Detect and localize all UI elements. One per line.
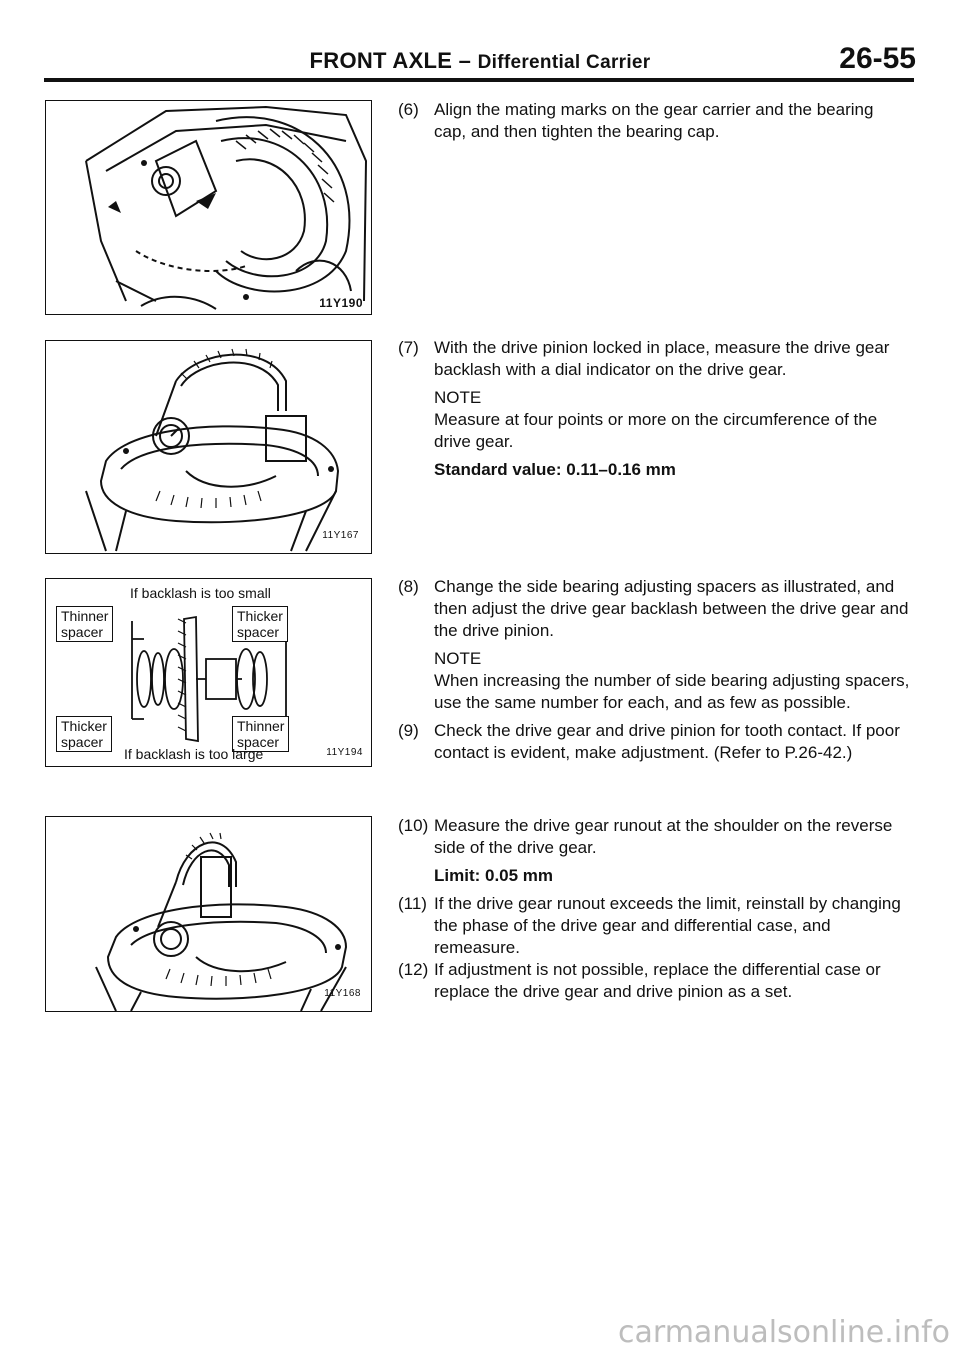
step-7: [398, 337, 910, 481]
step-text: Measure the drive gear runout at the shoulder on the reverse side of the drive gear.: [434, 816, 893, 857]
step-number: (9): [398, 721, 419, 740]
bearing-cap-illustration: [46, 101, 371, 314]
step-body: [434, 337, 910, 481]
step-number: (7): [398, 338, 419, 357]
note-text: Measure at four points or more on the circumference of the drive gear.: [434, 410, 878, 451]
section-title: FRONT AXLE: [309, 48, 453, 73]
step-body: [434, 815, 910, 887]
step-row: [398, 815, 910, 887]
step-text: Align the mating marks on the gear carrier and the bearing cap, and then tighten the bearing cap.: [434, 100, 874, 141]
page-number: 26-55: [839, 42, 916, 75]
runout-illustration: [46, 817, 371, 1011]
subsection-title: Differential Carrier: [477, 52, 651, 73]
label-line: spacer: [237, 734, 280, 750]
watermark: carmanualsonline.info: [618, 1315, 950, 1350]
title-dash: –: [458, 48, 472, 73]
caption-too-small: If backlash is too small: [130, 585, 271, 601]
figure-bearing-cap: [45, 100, 372, 315]
step-11: [398, 893, 910, 959]
step-9: [398, 720, 910, 764]
figure-code: 11Y190: [319, 296, 363, 310]
note-label: NOTE: [434, 649, 482, 668]
label-thicker-spacer-top: [232, 606, 288, 642]
label-line: Thicker: [237, 608, 283, 624]
step-8: [398, 576, 910, 764]
step-row: [398, 576, 910, 714]
label-line: Thicker: [61, 718, 107, 734]
figure-code: 11Y194: [326, 747, 363, 758]
step-number: (11): [398, 894, 427, 913]
figure-code: 11Y167: [322, 530, 359, 541]
dial-indicator-illustration: [46, 341, 371, 553]
label-thinner-spacer-top: [56, 606, 113, 642]
caption-too-large: If backlash is too large: [124, 746, 264, 762]
label-line: spacer: [237, 624, 280, 640]
step-text: With the drive pinion locked in place, measure the drive gear backlash with a dial indicator on the drive gear.: [434, 338, 890, 379]
step-text: Change the side bearing adjusting spacers as illustrated, and then adjust the drive gear backlash between the drive gear and the drive pinion.: [434, 577, 909, 640]
step-body: [434, 576, 910, 714]
label-line: Thinner: [237, 718, 285, 734]
standard-value: Standard value: 0.11–0.16 mm: [434, 460, 676, 479]
note-label: NOTE: [434, 388, 482, 407]
label-line: Thinner: [61, 608, 109, 624]
note-text: When increasing the number of side bearing adjusting spacers, use the same number for each, and as few as possible.: [434, 671, 910, 712]
page-header: [44, 40, 916, 80]
step-row: [398, 99, 910, 143]
step-text: Check the drive gear and drive pinion for tooth contact. If poor contact is evident, make adjustment. (Refer to P.26-42.): [434, 721, 900, 762]
step-6: [398, 99, 910, 143]
step-text: If adjustment is not possible, replace the differential case or replace the drive gear and drive pinion as a set.: [434, 960, 881, 1001]
step-number: (10): [398, 816, 429, 835]
label-line: spacer: [61, 624, 104, 640]
step-text: If the drive gear runout exceeds the limit, reinstall by changing the phase of the drive gear and differential case, and remeasure.: [434, 894, 901, 957]
label-line: spacer: [61, 734, 104, 750]
step-number: (8): [398, 577, 419, 596]
figure-code: 11Y168: [324, 988, 361, 999]
limit-value: Limit: 0.05 mm: [434, 866, 554, 885]
step-number: (6): [398, 100, 419, 119]
figure-dial-indicator-backlash: [45, 340, 372, 554]
step-row: [398, 337, 910, 481]
header-rule: [44, 78, 914, 82]
step-10: [398, 815, 910, 1003]
figure-spacer-adjustment: [45, 578, 372, 767]
label-thicker-spacer-bottom: [56, 716, 112, 752]
step-12: [398, 959, 910, 1003]
step-number: (12): [398, 960, 429, 979]
page-title: [44, 48, 916, 74]
figure-runout-measurement: [45, 816, 372, 1012]
